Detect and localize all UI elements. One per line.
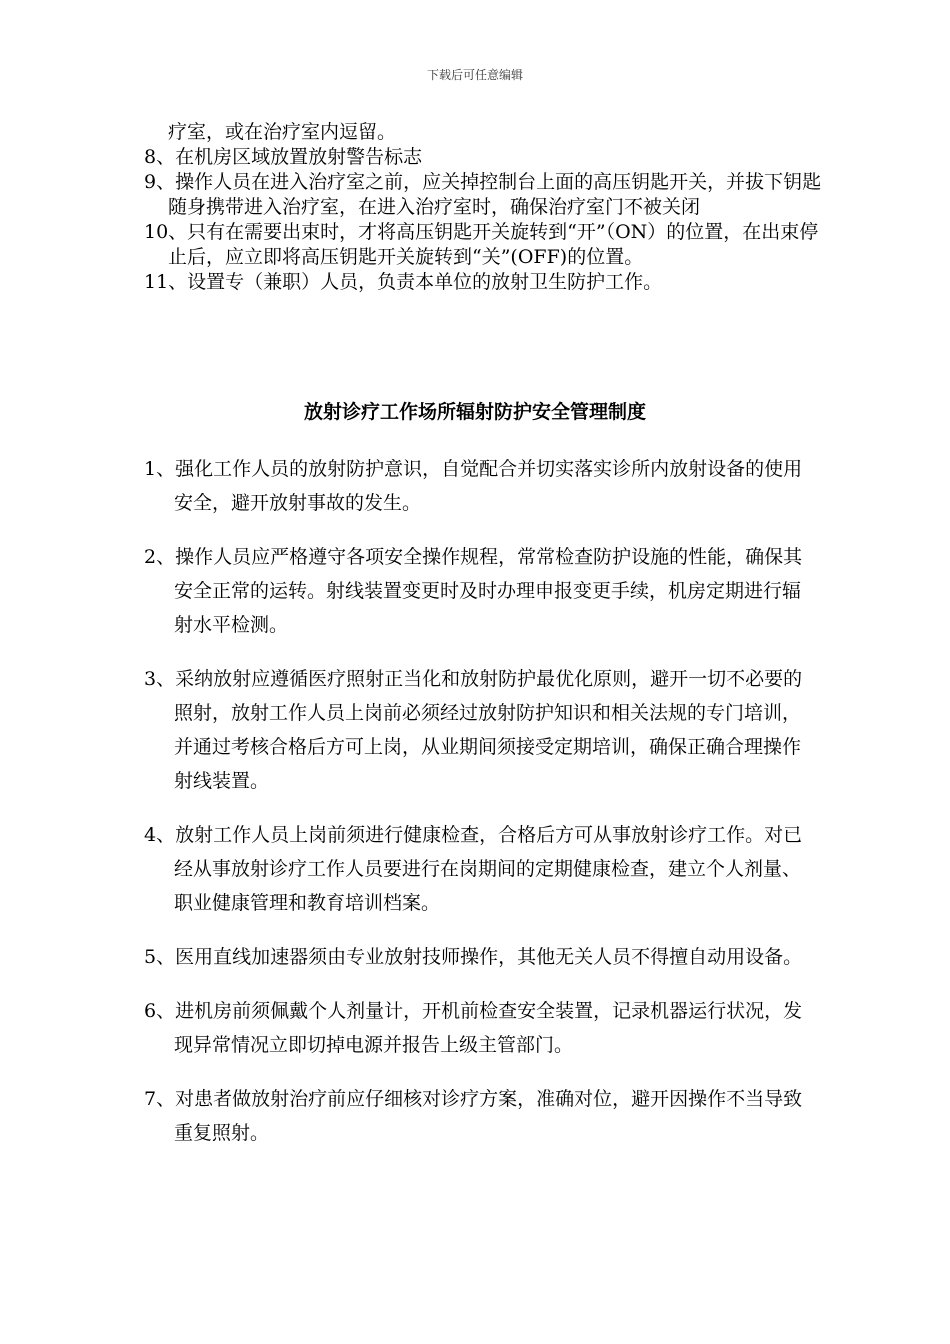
rule-item-6: 6、进机房前须佩戴个人剂量计，开机前检查安全装置，记录机器运行状况，发现异常情况立即切掉电源并报告上级主管部门。 <box>144 1000 803 1056</box>
continued-list <box>144 120 824 295</box>
list-item-9: 9、操作人员在进入治疗室之前，应关掉控制台上面的高压钥匙开关，并拔下钥匙随身携带进入治疗室，在进入治疗室时，确保治疗室门不被关闭 <box>144 171 822 218</box>
rules-list <box>144 452 814 1170</box>
rule-item-3: 3、采纳放射应遵循医疗照射正当化和放射防护最优化原则，避开一切不必要的照射，放射工作人员上岗前必须经过放射防护知识和相关法规的专门培训，并通过考核合格后方可上岗，从业期间须接受定期培训，确保正确合理操作射线装置。 <box>144 668 803 792</box>
rule-item-4: 4、放射工作人员上岗前须进行健康检查，合格后方可从事放射诊疗工作。对已经从事放射诊疗工作人员要进行在岗期间的定期健康检查，建立个人剂量、职业健康管理和教育培训档案。 <box>144 824 803 914</box>
list-item-8: 8、在机房区域放置放射警告标志 <box>144 146 423 168</box>
section-title: 放射诊疗工作场所辐射防护安全管理制度 <box>303 401 646 423</box>
list-item-continuation: 疗室，或在治疗室内逗留。 <box>168 121 397 143</box>
rule-item-7: 7、对患者做放射治疗前应仔细核对诊疗方案，准确对位，避开因操作不当导致重复照射。 <box>144 1088 803 1144</box>
list-item-10: 10、只有在需要出束时，才将高压钥匙开关旋转到“开”（ON）的位置，在出束停止后，应立即将高压钥匙开关旋转到“关”(OFF)的位置。 <box>144 221 819 268</box>
rule-item-1: 1、强化工作人员的放射防护意识，自觉配合并切实落实诊所内放射设备的使用安全，避开放射事故的发生。 <box>144 458 803 514</box>
list-item-11: 11、设置专（兼职）人员，负责本单位的放射卫生防护工作。 <box>144 271 663 293</box>
page-header-note: 下载后可任意编辑 <box>426 68 523 82</box>
rule-item-5: 5、医用直线加速器须由专业放射技师操作，其他无关人员不得擅自动用设备。 <box>144 946 803 968</box>
rule-item-2: 2、操作人员应严格遵守各项安全操作规程，常常检查防护设施的性能，确保其安全正常的运转。射线装置变更时及时办理申报变更手续，机房定期进行辐射水平检测。 <box>144 546 803 636</box>
